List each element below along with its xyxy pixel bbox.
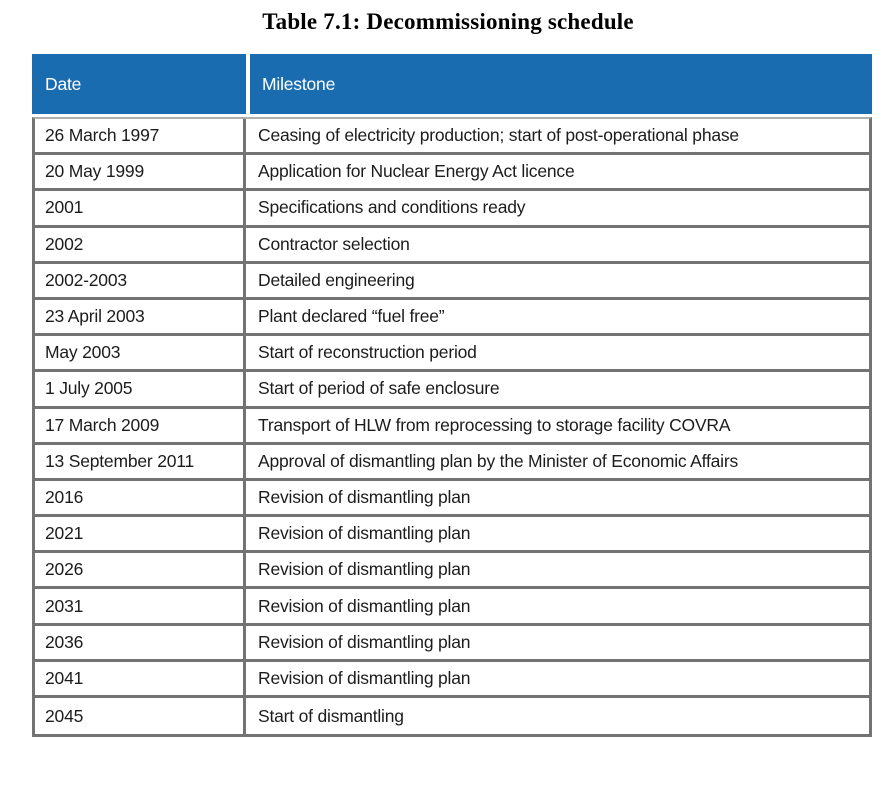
- date-cell: 2045: [35, 698, 246, 734]
- date-cell: 2021: [35, 517, 246, 550]
- table-row: [35, 336, 869, 372]
- table-title: Table 7.1: Decommissioning schedule: [262, 9, 634, 34]
- date-cell: 2016: [35, 481, 246, 514]
- date-cell: 23 April 2003: [35, 300, 246, 333]
- table-row: [35, 698, 869, 734]
- milestone-cell: Specifications and conditions ready: [258, 197, 526, 218]
- table-body: [32, 117, 872, 737]
- date-cell: 2002: [35, 228, 246, 261]
- milestone-cell: Start of dismantling: [258, 705, 404, 726]
- date-cell: 17 March 2009: [35, 409, 246, 442]
- milestone-cell: Contractor selection: [258, 233, 410, 254]
- table-row: [35, 445, 869, 481]
- milestone-cell: Revision of dismantling plan: [258, 595, 471, 616]
- table-row: [35, 228, 869, 264]
- milestone-cell: Detailed engineering: [258, 269, 415, 290]
- date-cell: 26 March 1997: [35, 119, 246, 152]
- table-row: [35, 589, 869, 625]
- date-cell: 2002-2003: [35, 264, 246, 297]
- table-row: [35, 155, 869, 191]
- milestone-cell: Revision of dismantling plan: [258, 559, 471, 580]
- table-header-row: [32, 54, 872, 114]
- table-row: [35, 409, 869, 445]
- milestone-cell: Approval of dismantling plan by the Minister of Economic Affairs: [258, 450, 739, 471]
- milestone-cell: Transport of HLW from reprocessing to storage facility COVRA: [258, 414, 731, 435]
- table-row: [35, 662, 869, 698]
- date-cell: 2026: [35, 553, 246, 586]
- milestone-cell: Revision of dismantling plan: [258, 486, 471, 507]
- table-row: [35, 191, 869, 227]
- milestone-cell: Revision of dismantling plan: [258, 523, 471, 544]
- table-row: [35, 626, 869, 662]
- milestone-cell: Revision of dismantling plan: [258, 631, 471, 652]
- table-row: [35, 264, 869, 300]
- column-header-milestone: Milestone: [250, 54, 872, 114]
- date-cell: 2041: [35, 662, 246, 695]
- table-row: [35, 300, 869, 336]
- milestone-cell: Plant declared “fuel free”: [258, 306, 445, 327]
- date-cell: 2036: [35, 626, 246, 659]
- date-cell: May 2003: [35, 336, 246, 369]
- date-cell: 20 May 1999: [35, 155, 246, 188]
- decommissioning-schedule-table: [32, 54, 872, 737]
- milestone-cell: Application for Nuclear Energy Act licence: [258, 161, 575, 182]
- column-header-date: Date: [32, 54, 246, 114]
- table-row: [35, 481, 869, 517]
- date-cell: 2031: [35, 589, 246, 622]
- milestone-cell: Ceasing of electricity production; start of post-operational phase: [258, 125, 739, 146]
- table-row: [35, 553, 869, 589]
- milestone-cell: Start of period of safe enclosure: [258, 378, 500, 399]
- table-row: [35, 372, 869, 408]
- date-cell: 1 July 2005: [35, 372, 246, 405]
- milestone-cell: Start of reconstruction period: [258, 342, 477, 363]
- table-row: [35, 119, 869, 155]
- milestone-cell: Revision of dismantling plan: [258, 667, 471, 688]
- date-cell: 2001: [35, 191, 246, 224]
- table-row: [35, 517, 869, 553]
- date-cell: 13 September 2011: [35, 445, 246, 478]
